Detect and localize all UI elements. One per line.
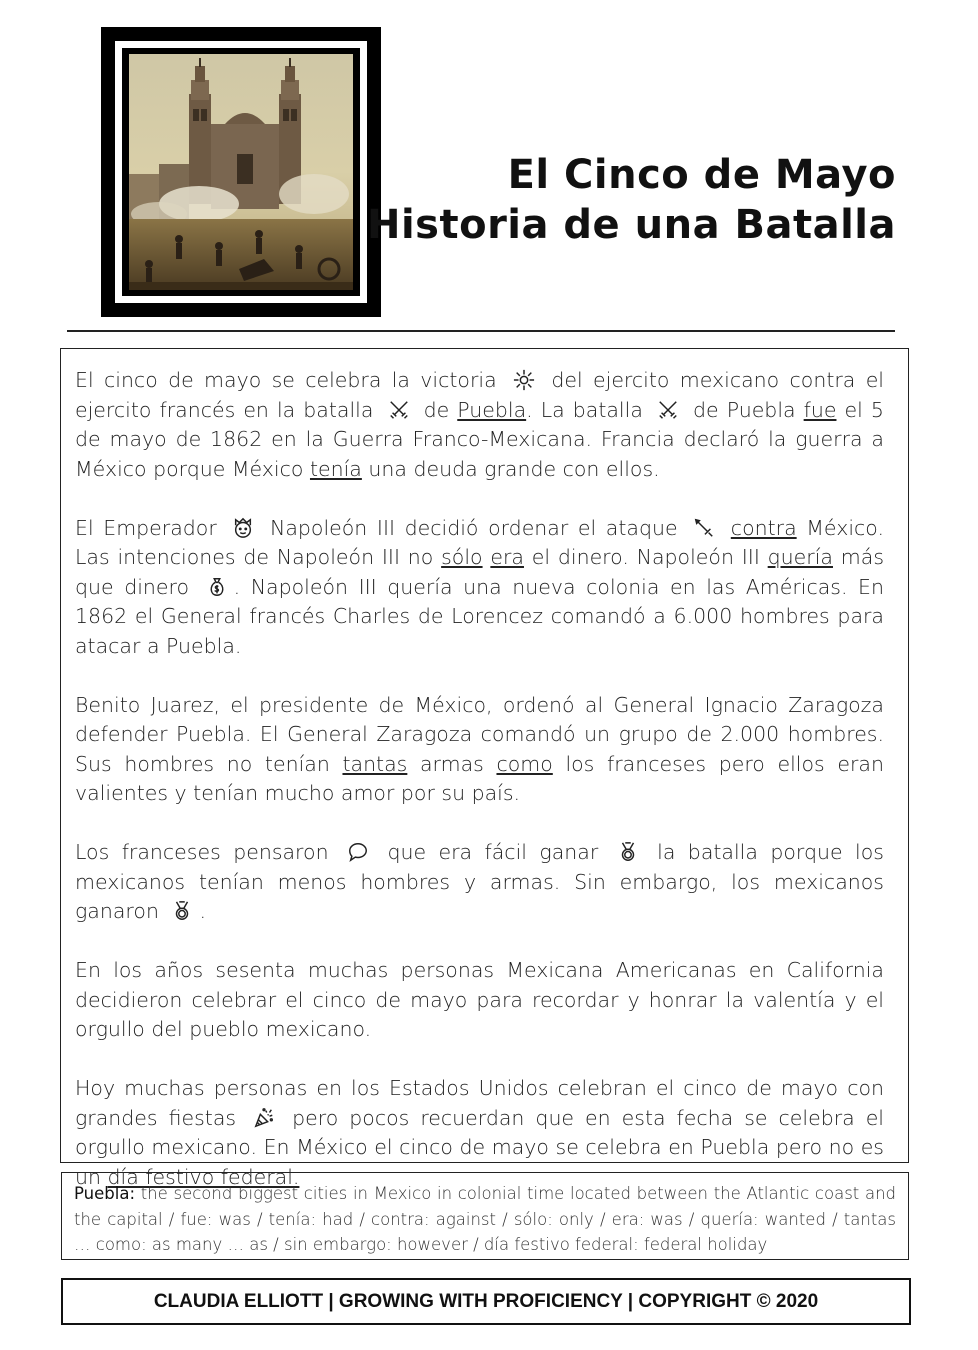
glossary-lead-term: Puebla: bbox=[74, 1184, 135, 1203]
framed-painting bbox=[101, 27, 381, 317]
page-title bbox=[367, 150, 896, 250]
speech-bubble-icon bbox=[347, 841, 369, 863]
battle-painting-image bbox=[129, 54, 353, 290]
money-bag-icon bbox=[206, 576, 228, 598]
glossary-box bbox=[61, 1172, 909, 1260]
footer-credit bbox=[61, 1278, 911, 1325]
footer-credit-text: CLAUDIA ELLIOTT | GROWING WITH PROFICIENCY | COPYRIGHT © 2020 bbox=[153, 1290, 819, 1312]
paragraph-1: El cinco de mayo se celebra la victoria del ejercito mexicano contra el ejercito francés en la batalla de Puebla. La batalla de Puebla fue el 5 de mayo de 1862 en la Guerra Franco-Mexicana. Francia declaró la guerra a México porque México tenía una deuda grande con ellos. bbox=[75, 368, 884, 481]
paragraph-2: El Emperador Napoleón III decidió ordenar el ataque contra México. Las intenciones de Napoleón III no sólo era el dinero. Napoleón III quería más que dinero . Napoleón III quería una nueva colonia en las Américas. En 1862 el General francés Charles de Lorencez comandó a 6.000 hombres para atacar a Puebla. bbox=[75, 515, 884, 658]
star-burst-icon bbox=[513, 369, 535, 391]
confetti-icon bbox=[253, 1107, 275, 1129]
medal-icon bbox=[171, 900, 193, 922]
crossed-swords-icon bbox=[657, 399, 679, 421]
title-divider bbox=[67, 330, 895, 332]
crown-face-icon bbox=[232, 517, 254, 539]
reading-passage bbox=[60, 348, 909, 1189]
sword-icon bbox=[693, 517, 715, 539]
paragraph-3: Benito Juarez, el presidente de México, ordenó al General Ignacio Zaragoza defender Puebla. El General Zaragoza comandó un grupo de 2.000 hombres. Sus hombres no tenían tantas armas como los franceses pero ellos eran valientes y tenían mucho amor por su país. bbox=[75, 692, 884, 805]
paragraph-5: En los años sesenta muchas personas Mexicana Americanas en California decidieron celebrar el cinco de mayo para recordar y honrar la valentía y el orgullo del pueblo mexicano. bbox=[75, 958, 884, 1041]
glossary-text: the second biggest cities in Mexico in colonial time located between the Atlantic coast and the capital / fue: was / tenía: had / contra: against / sólo: only / era: was / quería: wanted / tantas … como: as many … as / sin embargo: however / día festivo federal: federal holiday bbox=[74, 1184, 896, 1254]
paragraph-6: Hoy muchas personas en los Estados Unidos celebran el cinco de mayo con grandes fiestas pero pocos recuerdan que en esta fecha se celebra el orgullo mexicano. En México el cinco de mayo se celebra en Puebla pero no es un día festivo federal. bbox=[75, 1076, 885, 1189]
title-line-2: Historia de una Batalla bbox=[366, 202, 896, 248]
medal-icon bbox=[617, 841, 639, 863]
crossed-swords-icon bbox=[388, 399, 410, 421]
paragraph-4: Los franceses pensaron que era fácil ganar la batalla porque los mexicanos tenían menos hombres y armas. Sin embargo, los mexicanos ganaron . bbox=[75, 840, 884, 923]
title-line-1: El Cinco de Mayo bbox=[507, 152, 896, 198]
